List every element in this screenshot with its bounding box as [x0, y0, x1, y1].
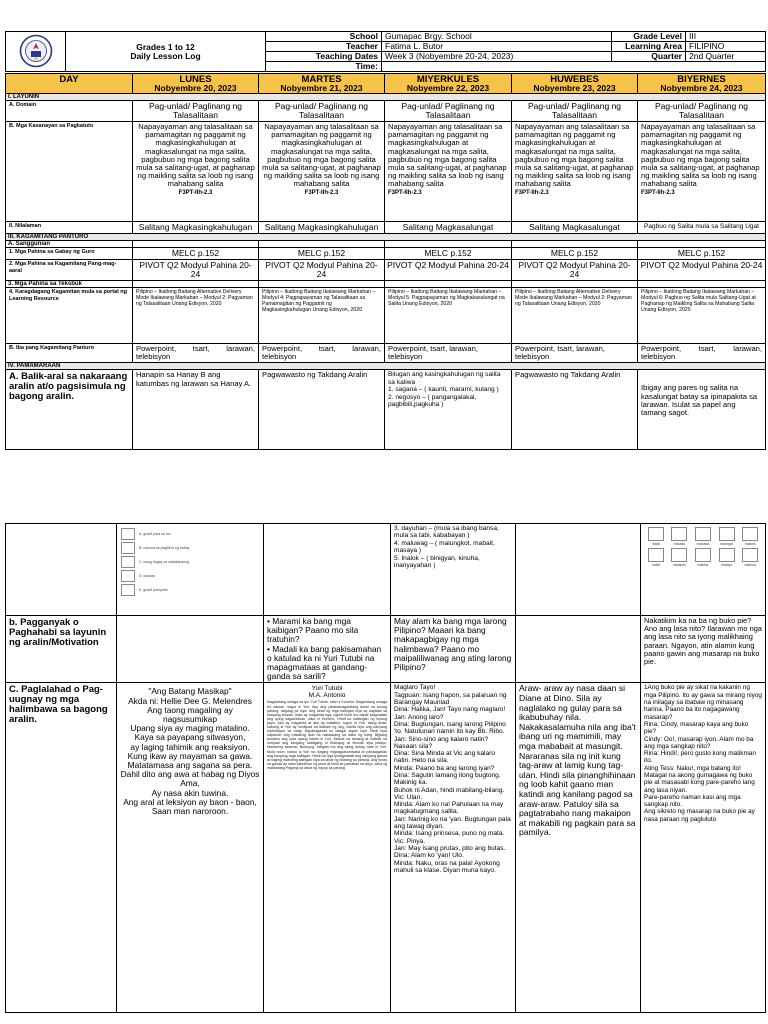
icon-item: [692, 527, 714, 546]
lesson-table-page1: [5, 73, 766, 450]
empty-cell: [259, 241, 385, 248]
time-value: [382, 62, 766, 72]
teacher-value: Fatima L. Butor: [382, 42, 612, 52]
icon-caption: mahina: [744, 563, 756, 567]
icon-caption: mahaba: [696, 542, 710, 546]
brush-picture-icon: [121, 584, 135, 596]
row-label-kasanayan: B. Mga Kasanayan sa Pagkatuto: [6, 122, 133, 222]
section-kagamitan: III. KAGAMITANG PANTURO: [6, 234, 766, 241]
balik-aral-cell: Pagwawasto ng Takdang Aralin: [259, 370, 385, 450]
picture-icon: [719, 527, 735, 541]
broom-picture-icon: [121, 542, 135, 554]
icon-caption: matamis: [672, 563, 686, 567]
day-name: LUNES: [179, 74, 212, 85]
log-title: Daily Lesson Log: [130, 50, 201, 61]
balik-aral-cell: Pagwawasto ng Takdang Aralin: [512, 370, 638, 450]
icon-caption: malayo: [720, 563, 733, 567]
empty-cell: [133, 241, 259, 248]
nilalaman-cell: Salitang Magkasingkahulugan: [259, 222, 385, 234]
picture-icon: [742, 527, 758, 541]
gabay-cell: MELC p.152: [133, 248, 259, 260]
icon-item: [739, 548, 761, 567]
day-date: Nobyembre 20, 2023: [154, 83, 237, 93]
day-date: Nobyembre 24, 2023: [660, 83, 743, 93]
kasanayan-cell: [259, 122, 385, 222]
domain-cell: Pag-unlad/ Paglinang ng Talasalitaan: [133, 101, 259, 122]
karagdagang-cell: Pilipino – Ikatlong Baitang Ikalawang Markahan – Modyul 5: Pagpapayaman ng Magkakasalungat na Salita Unang Edisyon, 2020: [385, 288, 512, 344]
gabay-cell: MELC p.152: [638, 248, 766, 260]
pagganyak-cell: [117, 616, 264, 683]
match-item-text: A. guard para sa ulo: [139, 532, 171, 536]
pagganyak-cell: [516, 616, 641, 683]
school-value: Gumapac Brgy. School: [382, 32, 612, 42]
balik-aral-cell: Ibigay ang pares ng salita na kasalungat batay sa ipinapakita sa larawan. Isulat sa papel ang tamang sagot.: [638, 370, 766, 450]
poem-cell: [117, 683, 264, 1013]
kasanayan-cell: [638, 122, 766, 222]
poem-line: ay laging tahimik ang reaksiyon.: [130, 741, 250, 752]
day-column-huwebes: [512, 74, 638, 94]
story-body: Magandang umaga sa iyo, Yuri Tutubi, sabi ni Kuneho. Magandang umaga rin naman, sagot ni Yuri. Ako ang pinakamagandang tutubi sa buong parang, dagdag pa niya. Ang lahat ng mga kaibigan niya ay nagtaka sa kanyang tinuran. Ikaw ay maganda nga, ngunit hindi mo dapat ipagmalaki ang iyong kagandahan, wika ni Kuneho. Hindi ko kailangan ng inyong payo. Ako ay maganda at ako ay matalino, tugon ni Yuri. Isang araw, habang si Yuri ay lumilipad sa ibabaw ng ilog, nakita niya ang kanyang repleksiyon sa tubig. Napakaganda ko talaga! sigaw niya. Hindi niya napansin ang malaking isda na nakaabang sa ilalim ng tubig. Biglang tumalon ang isda upang kainin si Yuri. Mabuti na lamang at mabilis na lumipad ang kanyang kaibigang si Bubuyog at itinulak siya palayo. Maraming salamat, Bubuyog. Iniligtas mo ang aking buhay, sabi ni Yuri. Mula noon, natuto si Yuri na maging mapagpakumbaba at pahalagahan ang kanyang mga kaibigan. Hindi na niya ipinagmalaki ang kanyang ganda at naging mabuting kaibigan siya sa lahat ng nilalang sa parang. Ang tunay na ganda ay nasa kabutihan ng puso at hindi sa panlabas na anyo, wika ng matandang Pagong sa lahat ng hayop sa parang.: [267, 700, 387, 770]
icon-pairs-cell: [641, 524, 766, 616]
match-item: [121, 542, 259, 554]
match-item-text: C. isang bagay na nakakatulong: [139, 560, 190, 564]
pagganyak-cell: • Marami ka bang mga kaibigan? Paano mo sila tratuhin? • Madali ka bang pakisamahan o katulad ka ni Yuri Tutubi na mapagmataas at gandang-ganda sa sarili?: [264, 616, 391, 683]
karagdagang-cell: Pilipino – Ikatlong Baitang Ikalawang Markahan – Modyul 4: Pagpapayaman ng Talasalitaan sa Pamamagitan ng Paggamit ng Magkasingkahulugan Unang Edisyon, 2020: [259, 288, 385, 344]
balik-aral-cell: Hanapin sa Hanay B ang katumbas ng larawan sa Hanay A.: [133, 370, 259, 450]
row-label-iba-pa: B. Iba pang Kagamitang Panturo: [6, 344, 133, 363]
day-name: MARTES: [301, 74, 342, 85]
karagdagang-cell: Pilipino – Ikatlong Baitang Alternative Delivery Mode Ikalawang Markahan – Modyul 2: Pagyaman ng Talasalitaan Unang Edisyon, 2020: [512, 288, 638, 344]
teaching-dates-label: Teaching Dates: [266, 52, 382, 62]
row-label-nilalaman: II. Nilalaman: [6, 222, 133, 234]
icon-item: [645, 527, 667, 546]
domain-cell: Pag-unlad/ Paglinang ng Talasalitaan: [385, 101, 512, 122]
poem-title: "Ang Batang Masikap": [148, 686, 232, 697]
kasanayan-text: Napayayaman ang talasalitaan sa pamamagitan ng paggamit ng magkasingkahulugan at magkasalungat na mga salita, pagbubuo ng mga bagong salita mula sa salitang-ugat, at paghanap ng maikling salita sa loob ng isang mahabang salita: [388, 122, 507, 189]
picture-icon: [671, 527, 687, 541]
nilalaman-cell: Salitang Magkasalungat: [385, 222, 512, 234]
gabay-cell: MELC p.152: [259, 248, 385, 260]
pagganyak-cell: May alam ka bang mga larong Pilipino? Maaari ka bang makapagbigay ng mga halimbawa? Paano mo maipaliliwanag ang ating larong Pilipino?: [391, 616, 516, 683]
picture-icon: [742, 548, 758, 562]
day-label: DAY: [59, 74, 79, 85]
icon-item: [669, 548, 691, 567]
modyul-cell: PIVOT Q2 Modyul Pahina 20-24: [259, 260, 385, 281]
balik-aral-continuation: 3. dayuhan – (mula sa ibang bansa, mula sa tabi, kababayan ) 4. maluwag – ( malungkot, mabait, masaya ) 5. Inalok – ( binigyan, kinuha, inanyayahan ): [391, 524, 516, 616]
balik-aral-cell: Bilugan ang kasingkahulugan ng salita sa kaliwa 1. sagana – ( kaunti, marami, kulang ) 2. negosyo – ( pangangalakal, pagbibili,pagkuha ): [385, 370, 512, 450]
iba-pa-cell: Powerpoint, tsart, larawan, telebisyon: [133, 344, 259, 363]
match-item: [121, 584, 259, 596]
day-date: Nobyembre 22, 2023: [406, 83, 490, 93]
day-date: Nobyembre 23, 2023: [533, 83, 616, 93]
grades-label: Grades 1 to 12: [136, 41, 195, 52]
row-label-pagganyak: b. Pagganyak o Paghahabi sa layunin ng aralin/Motivation: [6, 616, 117, 683]
empty-cell: [385, 241, 512, 248]
empty-cell: [133, 281, 259, 288]
picture-icon: [695, 527, 711, 541]
empty-cell: [259, 281, 385, 288]
nilalaman-cell: Pagbuo ng Salita mula sa Salitang Ugat: [638, 222, 766, 234]
learning-area-label: Learning Area: [612, 42, 686, 52]
poem-line: Upang siya ay maging matalino.: [130, 723, 250, 734]
tool-picture-icon: [121, 556, 135, 568]
day-column-miyerkules: [385, 74, 512, 94]
row-label-kagamitan-mag: 2. Mga Pahina sa Kagamitang Pang-mag-aaral: [6, 260, 133, 281]
kasanayan-cell: [385, 122, 512, 222]
picture-icon: [648, 527, 664, 541]
story-title: Yuri Tutubi: [311, 685, 343, 693]
empty-cell: [638, 241, 766, 248]
learning-area-value: FILIPINO: [686, 42, 766, 52]
row-label-karagdagang: 4. Karagdagang Kagamitan mula sa portal ng Learning Resource: [6, 288, 133, 344]
helmet-picture-icon: [121, 528, 135, 540]
spoon-picture-icon: [121, 570, 135, 582]
seal-icon: [19, 34, 53, 68]
competency-code: F3PT-IIh-2.3: [641, 189, 675, 196]
row-label-domain: A. Domain: [6, 101, 133, 122]
grade-level-value: III: [686, 32, 766, 42]
deped-seal-logo: [6, 32, 66, 72]
icon-item: [716, 527, 738, 546]
row-label-teksbuk: 3. Mga Pahina sa Teksbuk: [6, 281, 133, 288]
match-item: [121, 528, 259, 540]
day-header: [6, 74, 133, 94]
page-one: [5, 31, 765, 461]
day-column-lunes: [133, 74, 259, 94]
row-label-paglalahad: C. Paglalahad o Pag-uugnay ng mga halimbawa sa bagong aralin.: [6, 683, 117, 1013]
story-cell: [264, 683, 391, 1013]
poem-line: Matatamasa ang sagana sa pera.: [127, 760, 253, 771]
kasanayan-text: Napayayaman ang talasalitaan sa pamamagitan ng paggamit ng magkasingkahulugan at magkasalungat na mga salita, pagbubuo ng mga bagong salita mula sa salitang-ugat, at paghanap ng maikling salita sa loob ng isang mahabang salita: [641, 122, 760, 189]
picture-icon: [695, 548, 711, 562]
iba-pa-cell: Powerpoint, tsart, larawan, telebisyon: [638, 344, 766, 363]
poem-author: Akda ni: Hellie Dee G. Melendres: [128, 695, 252, 706]
quarter-value: 2nd Quarter: [686, 52, 766, 62]
kasanayan-cell: [512, 122, 638, 222]
modyul-cell: PIVOT Q2 Modyul Pahina 20-24: [133, 260, 259, 281]
poem-line: Ay nasa akin tuwina.: [151, 787, 229, 798]
day-name: MIYERKULES: [416, 74, 480, 85]
icon-caption: mataas: [673, 542, 686, 546]
antonym-icon-grid: [641, 524, 765, 570]
competency-code: F3PT-IIh-2.3: [515, 189, 549, 196]
nilalaman-cell: Salitang Magkasingkahulugan: [133, 222, 259, 234]
poem-line: Kung ikaw ay mayaman sa gawa.: [127, 750, 253, 761]
row-label-gabay: 1. Mga Pahina sa Gabay ng Guro: [6, 248, 133, 260]
page-two: [5, 523, 765, 1009]
nilalaman-cell: Salitang Magkasalungat: [512, 222, 638, 234]
empty-label-cell: [6, 524, 117, 616]
karagdagang-cell: Pilipino – Ikatlong Baitang Alternative Delivery Mode Ikalawang Markahan – Modyul 2: Pagyaman ng Talasalitaan Unang Edisyon, 2020: [133, 288, 259, 344]
gabay-cell: MELC p.152: [512, 248, 638, 260]
poem-line: Ang taong magaling ay nagsusumikap: [147, 704, 233, 725]
empty-cell: [512, 241, 638, 248]
day-date: Nobyembre 21, 2023: [280, 83, 363, 93]
icon-caption: maliit: [651, 542, 660, 546]
match-item: [121, 570, 259, 582]
empty-cell: [638, 281, 766, 288]
day-column-martes: [259, 74, 385, 94]
day-name: BIYERNES: [677, 74, 726, 85]
competency-code: F3PT-IIh-2.3: [388, 189, 422, 196]
modyul-cell: PIVOT Q2 Modyul Pahina 20-24: [512, 260, 638, 281]
teacher-label: Teacher: [266, 42, 382, 52]
domain-cell: Pag-unlad/ Paglinang ng Talasalitaan: [638, 101, 766, 122]
kasanayan-text: Napayayaman ang talasalitaan sa pamamagitan ng paggamit ng magkasingkahulugan at magkasalungat na mga salita, pagbubuo ng mga bagong salita mula sa salitang-ugat, at paghanap ng maikling salita sa loob ng isang mahabang salita: [515, 122, 634, 189]
icon-caption: malinis: [744, 542, 756, 546]
empty-cell: [264, 524, 391, 616]
recipe-cell: 1Ang buko pie ay sikat na kakanin ng mga Pilipino. Ito ay gawa sa mirang niyog na inilagay sa ibabaw ng minasang harina. Paano ba ito nagagawang masarap? Rina: Cindy, masarap kaya ang buko pie? Cindy: Oo!, masarap iyon. Alam mo ba ang mga sangkap nito? Rina: Hindi!, pero gusto kong matikman ito. Aling Tess: Naku!, mga batang ito! Matagal na akong gumagawa ng buko pie at masasabi kong pare-pareho lang ang lasa niyan. Pare-pareho naman kasi ang mga sangkap nito. Ang sikreto ng masarap na buko pie ay nasa paraan ng pagluluto: [641, 683, 766, 1013]
icon-item: [716, 548, 738, 567]
section-layunin: I. LAYUNIN: [6, 94, 766, 101]
competency-code: F3PT-IIh-2.3: [178, 189, 213, 196]
icon-item: [669, 527, 691, 546]
match-item: [121, 556, 259, 568]
row-label-balik-aral: A. Balik-aral sa nakaraang aralin at/o pagsisimula ng bagong aralin.: [6, 370, 133, 450]
icon-caption: mabigat: [720, 542, 733, 546]
day-name: HUWEBES: [550, 74, 599, 85]
icon-item: [645, 548, 667, 567]
poem-line: Saan man naroroon.: [151, 806, 229, 817]
empty-cell: [512, 281, 638, 288]
time-label: Time:: [266, 62, 382, 72]
karagdagang-cell: Pilipino – Ikatlong Baitang Ikalawang Markahan – Modyul 6: Pagbuo ng Salita mula Salitang-Ugat at Paghanap ng Maikling Salita sa Mahabang Salita Unang Edisyon, 2020: [638, 288, 766, 344]
icon-caption: maliit: [651, 563, 660, 567]
match-item-text: D. kutsara: [139, 574, 155, 578]
teaching-dates-value: Week 3 (Nobyembre 20-24, 2023): [382, 52, 612, 62]
matching-picture-cell: [117, 524, 264, 616]
grade-level-label: Grade Level: [612, 32, 686, 42]
iba-pa-cell: Powerpoint, tsart, larawan, telebisyon: [259, 344, 385, 363]
modyul-cell: PIVOT Q2 Modyul Pahina 20-24: [385, 260, 512, 281]
poem-line: Ang aral at leksiyon ay baon - baon,: [123, 796, 257, 807]
lesson-table-page2: [5, 523, 766, 1013]
pagganyak-cell: Nakatikim ka na ba ng buko pie? Ano ang lasa nito? Ilarawan mo nga ang lasa nito sa iyong malikhaing paraan. Ngayon, atin alamin kung paano gawin ang masarap na buko pie.: [641, 616, 766, 683]
story-author: M.A. Antonio: [308, 692, 346, 700]
empty-cell: [385, 281, 512, 288]
competency-code: F3PT-IIh-2.3: [304, 189, 339, 196]
picture-icon: [671, 548, 687, 562]
domain-cell: Pag-unlad/ Paglinang ng Talasalitaan: [512, 101, 638, 122]
lesson-log-title: [66, 32, 266, 72]
empty-cell: [516, 524, 641, 616]
kasanayan-text: Napayayaman ang talasalitaan sa pamamagitan ng paggamit ng magkasingkahulugan at magkasalungat na mga salita, pagbubuo ng mga bagong salita mula sa salitang-ugat, at paghanap ng maikling salita sa loob ng isang mahabang salita: [262, 122, 381, 189]
match-item-text: B. nauuna sa paglilinis ng bahay: [139, 546, 190, 550]
icon-caption: mabilis: [697, 563, 709, 567]
domain-cell: Pag-unlad/ Paglinang ng Talasalitaan: [259, 101, 385, 122]
thu-story-cell: Araw- araw ay nasa daan si Diane at Dino. Sila ay naglalako ng gulay para sa ikabubuhay nila. Nakakasalamuha nila ang iba't ibang uri ng mamimili, may mga mababait at masungit. Nararanas sila ng init kung tag-araw at lamig kung tag-ulan. Hindi sila pinanghihinaan ng loob kahit gaano man katindi ang kanilang pagod sa araw-araw. Patuloy sila sa pagtatrabaho nang makaipon at makabili ng pagkain para sa pamilya.: [516, 683, 641, 1013]
poem-line: Dahil dito ang awa at habag ng Diyos Ama,: [120, 769, 260, 789]
kasanayan-cell: [133, 122, 259, 222]
kasanayan-text: Napayayaman ang talasalitaan sa pamamagitan ng paggamit ng magkasingkahulugan at magkasalungat na mga salita, pagbubuo ng mga bagong salita mula sa salitang-ugat, at paghanap ng maikling salita sa loob ng isang mahabang salita: [136, 122, 255, 189]
iba-pa-cell: Powerpoint, tsart, larawan, telebisyon: [512, 344, 638, 363]
picture-icon: [648, 548, 664, 562]
row-label-sanggunian: A. Sanggunian: [6, 241, 133, 248]
modyul-cell: PIVOT Q2 Modyul Pahina 20-24: [638, 260, 766, 281]
match-item-text: E. guard pampinta: [139, 588, 168, 592]
school-label: School: [266, 32, 382, 42]
poem-line: Kaya sa payapang sitwasyon,: [134, 732, 246, 743]
picture-icon: [719, 548, 735, 562]
dialogue-cell: Maglaro Tayo! Tagpuan: Isang hapon, sa palaruan ng Barangay Maunlad Dina: Halika, Jan! Tayo nang maglaro! Jan: Anong laro? Dina: Bugtungan, isang larong Pilipino 'to. Natutunan namin ito kay Bb. Ribo. Jan: Sino-sino ang kalaro natin? Nasaan sila? Dina: Sina Minda at Vic ang kalaro natin. Heto na sila. Minda: Paano ba ang larong iyan? Dina: Sagutin lamang itong bugtong. Makinig ka. Buhok ni Adan, hindi mabilang-bilang. Vic: Ulan. Minda: Alam ko na! Pahulaan na may magkatugmang salita. Jan: Narinig ko na 'yan. Bugtungan pala ang tawag diyan. Minda: Isang prinsesa, puno ng mata. Vic: Pinya. Jan: May isang prutas, pito ang butas. Dina: Alam ko 'yan! Ulo. Minda: Naku, oras na pala! Ayokong mahuli sa klase. Diyan muna kayo.: [391, 683, 516, 1013]
iba-pa-cell: Powerpoint, tsart, larawan, telebisyon: [385, 344, 512, 363]
gabay-cell: MELC p.152: [385, 248, 512, 260]
header-table: [5, 31, 766, 72]
icon-item: [692, 548, 714, 567]
quarter-label: Quarter: [612, 52, 686, 62]
section-pamamaraan: IV. PAMAMARAAN: [6, 363, 766, 370]
day-column-biyernes: [638, 74, 766, 94]
icon-item: [739, 527, 761, 546]
